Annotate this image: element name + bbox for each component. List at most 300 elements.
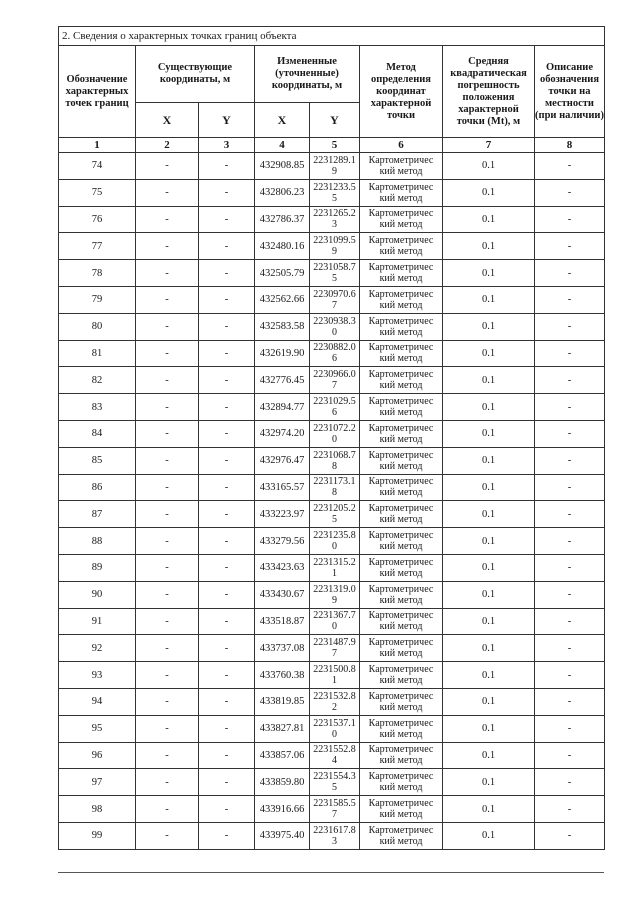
y-coordinate-part: 2230938.3 <box>313 315 356 327</box>
y-coordinate-part: 7 <box>332 299 337 311</box>
y-coordinate-part: 2231487.9 <box>313 637 356 649</box>
error-value: 0.1 <box>443 179 535 206</box>
table-row <box>59 715 605 742</box>
point-number: 88 <box>59 528 136 555</box>
document-sheet <box>58 26 604 850</box>
method-value <box>360 367 443 394</box>
description-value: - <box>535 662 605 689</box>
description-value: - <box>535 796 605 823</box>
description-value: - <box>535 447 605 474</box>
y-coordinate-part: 2231205.2 <box>313 503 356 515</box>
existing-y-value: - <box>199 233 255 260</box>
description-value: - <box>535 394 605 421</box>
y-coordinate-part: 9 <box>332 246 337 258</box>
y-coordinate-part: 0 <box>332 326 337 338</box>
point-number: 82 <box>59 367 136 394</box>
x-coordinate: 433223.97 <box>255 501 310 528</box>
column-number: 4 <box>255 138 310 153</box>
table-row <box>59 233 605 260</box>
table-body <box>59 153 605 850</box>
table-row <box>59 742 605 769</box>
description-value: - <box>535 313 605 340</box>
y-coordinate <box>310 286 360 313</box>
y-coordinate-part: 5 <box>332 192 337 204</box>
header-error: Средняя квадратическая погрешность положения характерной точки (Mt), м <box>443 46 535 138</box>
existing-x-value: - <box>136 474 199 501</box>
method-part: Картометричес <box>368 396 434 408</box>
existing-x-value: - <box>136 796 199 823</box>
error-value: 0.1 <box>443 474 535 501</box>
existing-x-value: - <box>136 286 199 313</box>
existing-y-value: - <box>199 581 255 608</box>
error-value: 0.1 <box>443 796 535 823</box>
method-part: Картометричес <box>368 744 434 756</box>
y-coordinate <box>310 340 360 367</box>
error-value: 0.1 <box>443 260 535 287</box>
y-coordinate-part: 2231554.3 <box>313 771 356 783</box>
y-coordinate-part: 0 <box>332 621 337 633</box>
point-number: 76 <box>59 206 136 233</box>
description-value: - <box>535 501 605 528</box>
table-row <box>59 769 605 796</box>
table-row <box>59 608 605 635</box>
point-number: 83 <box>59 394 136 421</box>
method-part: кий метод <box>379 192 423 204</box>
y-coordinate-part: 0 <box>332 728 337 740</box>
method-part: кий метод <box>379 273 423 285</box>
error-value: 0.1 <box>443 554 535 581</box>
y-coordinate <box>310 608 360 635</box>
method-part: Картометричес <box>368 369 434 381</box>
x-coordinate: 432976.47 <box>255 447 310 474</box>
x-coordinate: 433518.87 <box>255 608 310 635</box>
method-part: кий метод <box>379 380 423 392</box>
method-part: Картометричес <box>368 476 434 488</box>
method-part: кий метод <box>379 728 423 740</box>
y-coordinate-part: 2231585.5 <box>313 798 356 810</box>
description-value: - <box>535 822 605 849</box>
x-coordinate: 433819.85 <box>255 688 310 715</box>
y-coordinate-part: 2231058.7 <box>313 262 356 274</box>
method-value <box>360 474 443 501</box>
point-number: 84 <box>59 420 136 447</box>
method-part: Картометричес <box>368 181 434 193</box>
y-coordinate <box>310 179 360 206</box>
description-value: - <box>535 367 605 394</box>
method-value <box>360 340 443 367</box>
description-value: - <box>535 179 605 206</box>
x-coordinate: 433430.67 <box>255 581 310 608</box>
description-value: - <box>535 420 605 447</box>
header-existing-y: Y <box>199 103 255 138</box>
column-numbers-row <box>59 138 605 153</box>
y-coordinate-part: 2231029.5 <box>313 396 356 408</box>
y-coordinate <box>310 260 360 287</box>
y-coordinate-part: 1 <box>332 675 337 687</box>
method-part: кий метод <box>379 433 423 445</box>
point-number: 79 <box>59 286 136 313</box>
method-part: Картометричес <box>368 315 434 327</box>
x-coordinate: 433827.81 <box>255 715 310 742</box>
table-row <box>59 635 605 662</box>
table-row <box>59 286 605 313</box>
x-coordinate: 433423.63 <box>255 554 310 581</box>
error-value: 0.1 <box>443 608 535 635</box>
error-value: 0.1 <box>443 501 535 528</box>
point-number: 87 <box>59 501 136 528</box>
existing-x-value: - <box>136 447 199 474</box>
y-coordinate-part: 9 <box>332 594 337 606</box>
method-part: Картометричес <box>368 235 434 247</box>
y-coordinate <box>310 474 360 501</box>
y-coordinate-part: 5 <box>332 782 337 794</box>
error-value: 0.1 <box>443 153 535 180</box>
table-row <box>59 367 605 394</box>
method-part: Картометричес <box>368 208 434 220</box>
point-number: 94 <box>59 688 136 715</box>
existing-y-value: - <box>199 742 255 769</box>
y-coordinate <box>310 420 360 447</box>
header-changed-x: X <box>255 103 310 138</box>
x-coordinate: 432562.66 <box>255 286 310 313</box>
error-value: 0.1 <box>443 769 535 796</box>
y-coordinate <box>310 769 360 796</box>
error-value: 0.1 <box>443 367 535 394</box>
description-value: - <box>535 474 605 501</box>
error-value: 0.1 <box>443 635 535 662</box>
method-part: Картометричес <box>368 798 434 810</box>
point-number: 78 <box>59 260 136 287</box>
y-coordinate <box>310 233 360 260</box>
existing-y-value: - <box>199 179 255 206</box>
description-value: - <box>535 769 605 796</box>
method-value <box>360 286 443 313</box>
y-coordinate <box>310 447 360 474</box>
method-value <box>360 528 443 555</box>
method-part: кий метод <box>379 782 423 794</box>
existing-x-value: - <box>136 206 199 233</box>
existing-x-value: - <box>136 822 199 849</box>
method-value <box>360 394 443 421</box>
table-row <box>59 340 605 367</box>
point-number: 98 <box>59 796 136 823</box>
x-coordinate: 432505.79 <box>255 260 310 287</box>
method-value <box>360 501 443 528</box>
table-row <box>59 153 605 180</box>
method-part: Картометричес <box>368 449 434 461</box>
boundary-points-table <box>58 26 605 850</box>
existing-y-value: - <box>199 420 255 447</box>
column-number: 7 <box>443 138 535 153</box>
description-value: - <box>535 742 605 769</box>
method-part: кий метод <box>379 514 423 526</box>
method-value <box>360 153 443 180</box>
existing-x-value: - <box>136 260 199 287</box>
table-row <box>59 260 605 287</box>
y-coordinate <box>310 554 360 581</box>
method-part: кий метод <box>379 567 423 579</box>
existing-x-value: - <box>136 233 199 260</box>
existing-x-value: - <box>136 769 199 796</box>
method-part: Картометричес <box>368 664 434 676</box>
table-row <box>59 206 605 233</box>
existing-y-value: - <box>199 206 255 233</box>
column-number: 6 <box>360 138 443 153</box>
existing-y-value: - <box>199 769 255 796</box>
point-number: 90 <box>59 581 136 608</box>
header-existing-x: X <box>136 103 199 138</box>
x-coordinate: 433857.06 <box>255 742 310 769</box>
point-number: 85 <box>59 447 136 474</box>
method-value <box>360 769 443 796</box>
existing-y-value: - <box>199 153 255 180</box>
y-coordinate <box>310 662 360 689</box>
point-number: 97 <box>59 769 136 796</box>
method-part: кий метод <box>379 326 423 338</box>
point-number: 92 <box>59 635 136 662</box>
description-value: - <box>535 340 605 367</box>
method-value <box>360 179 443 206</box>
existing-x-value: - <box>136 394 199 421</box>
method-value <box>360 313 443 340</box>
method-part: кий метод <box>379 835 423 847</box>
existing-y-value: - <box>199 474 255 501</box>
y-coordinate-part: 2230882.0 <box>313 342 356 354</box>
header-method: Метод определения координат характерной точки <box>360 46 443 138</box>
point-number: 89 <box>59 554 136 581</box>
y-coordinate <box>310 501 360 528</box>
y-coordinate-part: 5 <box>332 514 337 526</box>
table-row <box>59 501 605 528</box>
y-coordinate <box>310 742 360 769</box>
y-coordinate <box>310 715 360 742</box>
x-coordinate: 432480.16 <box>255 233 310 260</box>
y-coordinate-part: 9 <box>332 165 337 177</box>
table-row <box>59 420 605 447</box>
column-number: 2 <box>136 138 199 153</box>
y-coordinate-part: 2231367.7 <box>313 610 356 622</box>
point-number: 95 <box>59 715 136 742</box>
table-row <box>59 474 605 501</box>
method-part: Картометричес <box>368 530 434 542</box>
x-coordinate: 432908.85 <box>255 153 310 180</box>
y-coordinate-part: 2231617.8 <box>313 824 356 836</box>
method-part: кий метод <box>379 219 423 231</box>
column-number: 8 <box>535 138 605 153</box>
y-coordinate-part: 2231552.8 <box>313 744 356 756</box>
method-part: кий метод <box>379 648 423 660</box>
method-part: Картометричес <box>368 717 434 729</box>
table-row <box>59 313 605 340</box>
y-coordinate-part: 2231289.1 <box>313 154 356 166</box>
existing-y-value: - <box>199 501 255 528</box>
y-coordinate-part: 1 <box>332 567 337 579</box>
error-value: 0.1 <box>443 742 535 769</box>
table-row <box>59 796 605 823</box>
y-coordinate-part: 2231315.2 <box>313 556 356 568</box>
existing-y-value: - <box>199 796 255 823</box>
existing-x-value: - <box>136 420 199 447</box>
error-value: 0.1 <box>443 528 535 555</box>
column-number: 5 <box>310 138 360 153</box>
y-coordinate-part: 7 <box>332 809 337 821</box>
x-coordinate: 432776.45 <box>255 367 310 394</box>
header-existing-coordinates: Существующие координаты, м <box>136 46 255 103</box>
description-value: - <box>535 581 605 608</box>
description-value: - <box>535 528 605 555</box>
x-coordinate: 433975.40 <box>255 822 310 849</box>
table-row <box>59 822 605 849</box>
point-number: 77 <box>59 233 136 260</box>
y-coordinate <box>310 635 360 662</box>
y-coordinate <box>310 206 360 233</box>
method-value <box>360 233 443 260</box>
x-coordinate: 433760.38 <box>255 662 310 689</box>
method-part: Картометричес <box>368 422 434 434</box>
existing-x-value: - <box>136 688 199 715</box>
method-part: кий метод <box>379 407 423 419</box>
point-number: 93 <box>59 662 136 689</box>
y-coordinate-part: 8 <box>332 487 337 499</box>
y-coordinate-part: 2231233.5 <box>313 181 356 193</box>
description-value: - <box>535 153 605 180</box>
point-number: 86 <box>59 474 136 501</box>
method-part: кий метод <box>379 541 423 553</box>
point-number: 99 <box>59 822 136 849</box>
method-value <box>360 420 443 447</box>
table-row <box>59 179 605 206</box>
method-value <box>360 742 443 769</box>
y-coordinate-part: 2231099.5 <box>313 235 356 247</box>
y-coordinate-part: 2231537.1 <box>313 717 356 729</box>
method-part: Картометричес <box>368 610 434 622</box>
header-description: Описание обозначения точки на местности (при наличии) <box>535 46 605 138</box>
description-value: - <box>535 608 605 635</box>
existing-y-value: - <box>199 447 255 474</box>
method-part: кий метод <box>379 755 423 767</box>
point-number: 80 <box>59 313 136 340</box>
x-coordinate: 432806.23 <box>255 179 310 206</box>
y-coordinate-part: 7 <box>332 648 337 660</box>
y-coordinate <box>310 528 360 555</box>
method-value <box>360 260 443 287</box>
existing-y-value: - <box>199 260 255 287</box>
method-part: кий метод <box>379 621 423 633</box>
method-value <box>360 796 443 823</box>
existing-x-value: - <box>136 501 199 528</box>
y-coordinate-part: 2231500.8 <box>313 664 356 676</box>
table-row <box>59 394 605 421</box>
method-part: Картометричес <box>368 583 434 595</box>
y-coordinate <box>310 153 360 180</box>
y-coordinate <box>310 688 360 715</box>
method-part: кий метод <box>379 675 423 687</box>
x-coordinate: 433279.56 <box>255 528 310 555</box>
table-row <box>59 554 605 581</box>
method-value <box>360 662 443 689</box>
existing-y-value: - <box>199 394 255 421</box>
error-value: 0.1 <box>443 340 535 367</box>
table-row <box>59 447 605 474</box>
description-value: - <box>535 286 605 313</box>
description-value: - <box>535 233 605 260</box>
description-value: - <box>535 635 605 662</box>
error-value: 0.1 <box>443 420 535 447</box>
y-coordinate-part: 2231319.0 <box>313 583 356 595</box>
y-coordinate-part: 2231068.7 <box>313 449 356 461</box>
method-value <box>360 447 443 474</box>
existing-x-value: - <box>136 715 199 742</box>
existing-x-value: - <box>136 528 199 555</box>
y-coordinate-part: 2231173.1 <box>313 476 356 488</box>
description-value: - <box>535 688 605 715</box>
method-part: Картометричес <box>368 637 434 649</box>
method-part: Картометричес <box>368 342 434 354</box>
y-coordinate-part: 7 <box>332 380 337 392</box>
column-number: 3 <box>199 138 255 153</box>
x-coordinate: 432619.90 <box>255 340 310 367</box>
point-number: 81 <box>59 340 136 367</box>
existing-x-value: - <box>136 179 199 206</box>
existing-y-value: - <box>199 715 255 742</box>
y-coordinate <box>310 796 360 823</box>
method-part: Картометричес <box>368 503 434 515</box>
method-part: кий метод <box>379 353 423 365</box>
y-coordinate-part: 2230966.0 <box>313 369 356 381</box>
method-value <box>360 608 443 635</box>
y-coordinate-part: 6 <box>332 407 337 419</box>
method-value <box>360 581 443 608</box>
table-row <box>59 688 605 715</box>
existing-x-value: - <box>136 608 199 635</box>
existing-x-value: - <box>136 635 199 662</box>
method-part: Картометричес <box>368 288 434 300</box>
existing-y-value: - <box>199 662 255 689</box>
error-value: 0.1 <box>443 394 535 421</box>
y-coordinate <box>310 581 360 608</box>
method-part: Картометричес <box>368 154 434 166</box>
existing-x-value: - <box>136 742 199 769</box>
method-value <box>360 715 443 742</box>
method-value <box>360 635 443 662</box>
existing-x-value: - <box>136 662 199 689</box>
error-value: 0.1 <box>443 447 535 474</box>
table-row <box>59 528 605 555</box>
method-part: Картометричес <box>368 771 434 783</box>
description-value: - <box>535 554 605 581</box>
method-part: Картометричес <box>368 262 434 274</box>
y-coordinate-part: 2231235.8 <box>313 530 356 542</box>
x-coordinate: 433916.66 <box>255 796 310 823</box>
method-value <box>360 554 443 581</box>
y-coordinate-part: 3 <box>332 835 337 847</box>
y-coordinate <box>310 822 360 849</box>
existing-y-value: - <box>199 528 255 555</box>
method-part: кий метод <box>379 809 423 821</box>
y-coordinate-part: 4 <box>332 755 337 767</box>
header-point-designation: Обозначение характерных точек границ <box>59 46 136 138</box>
method-part: Картометричес <box>368 824 434 836</box>
header-changed-coordinates: Измененные (уточненные) координаты, м <box>255 46 360 103</box>
error-value: 0.1 <box>443 822 535 849</box>
existing-x-value: - <box>136 581 199 608</box>
table-title: 2. Сведения о характерных точках границ объекта <box>59 27 605 46</box>
y-coordinate-part: 2231072.2 <box>313 422 356 434</box>
error-value: 0.1 <box>443 233 535 260</box>
x-coordinate: 432894.77 <box>255 394 310 421</box>
error-value: 0.1 <box>443 662 535 689</box>
y-coordinate-part: 0 <box>332 541 337 553</box>
